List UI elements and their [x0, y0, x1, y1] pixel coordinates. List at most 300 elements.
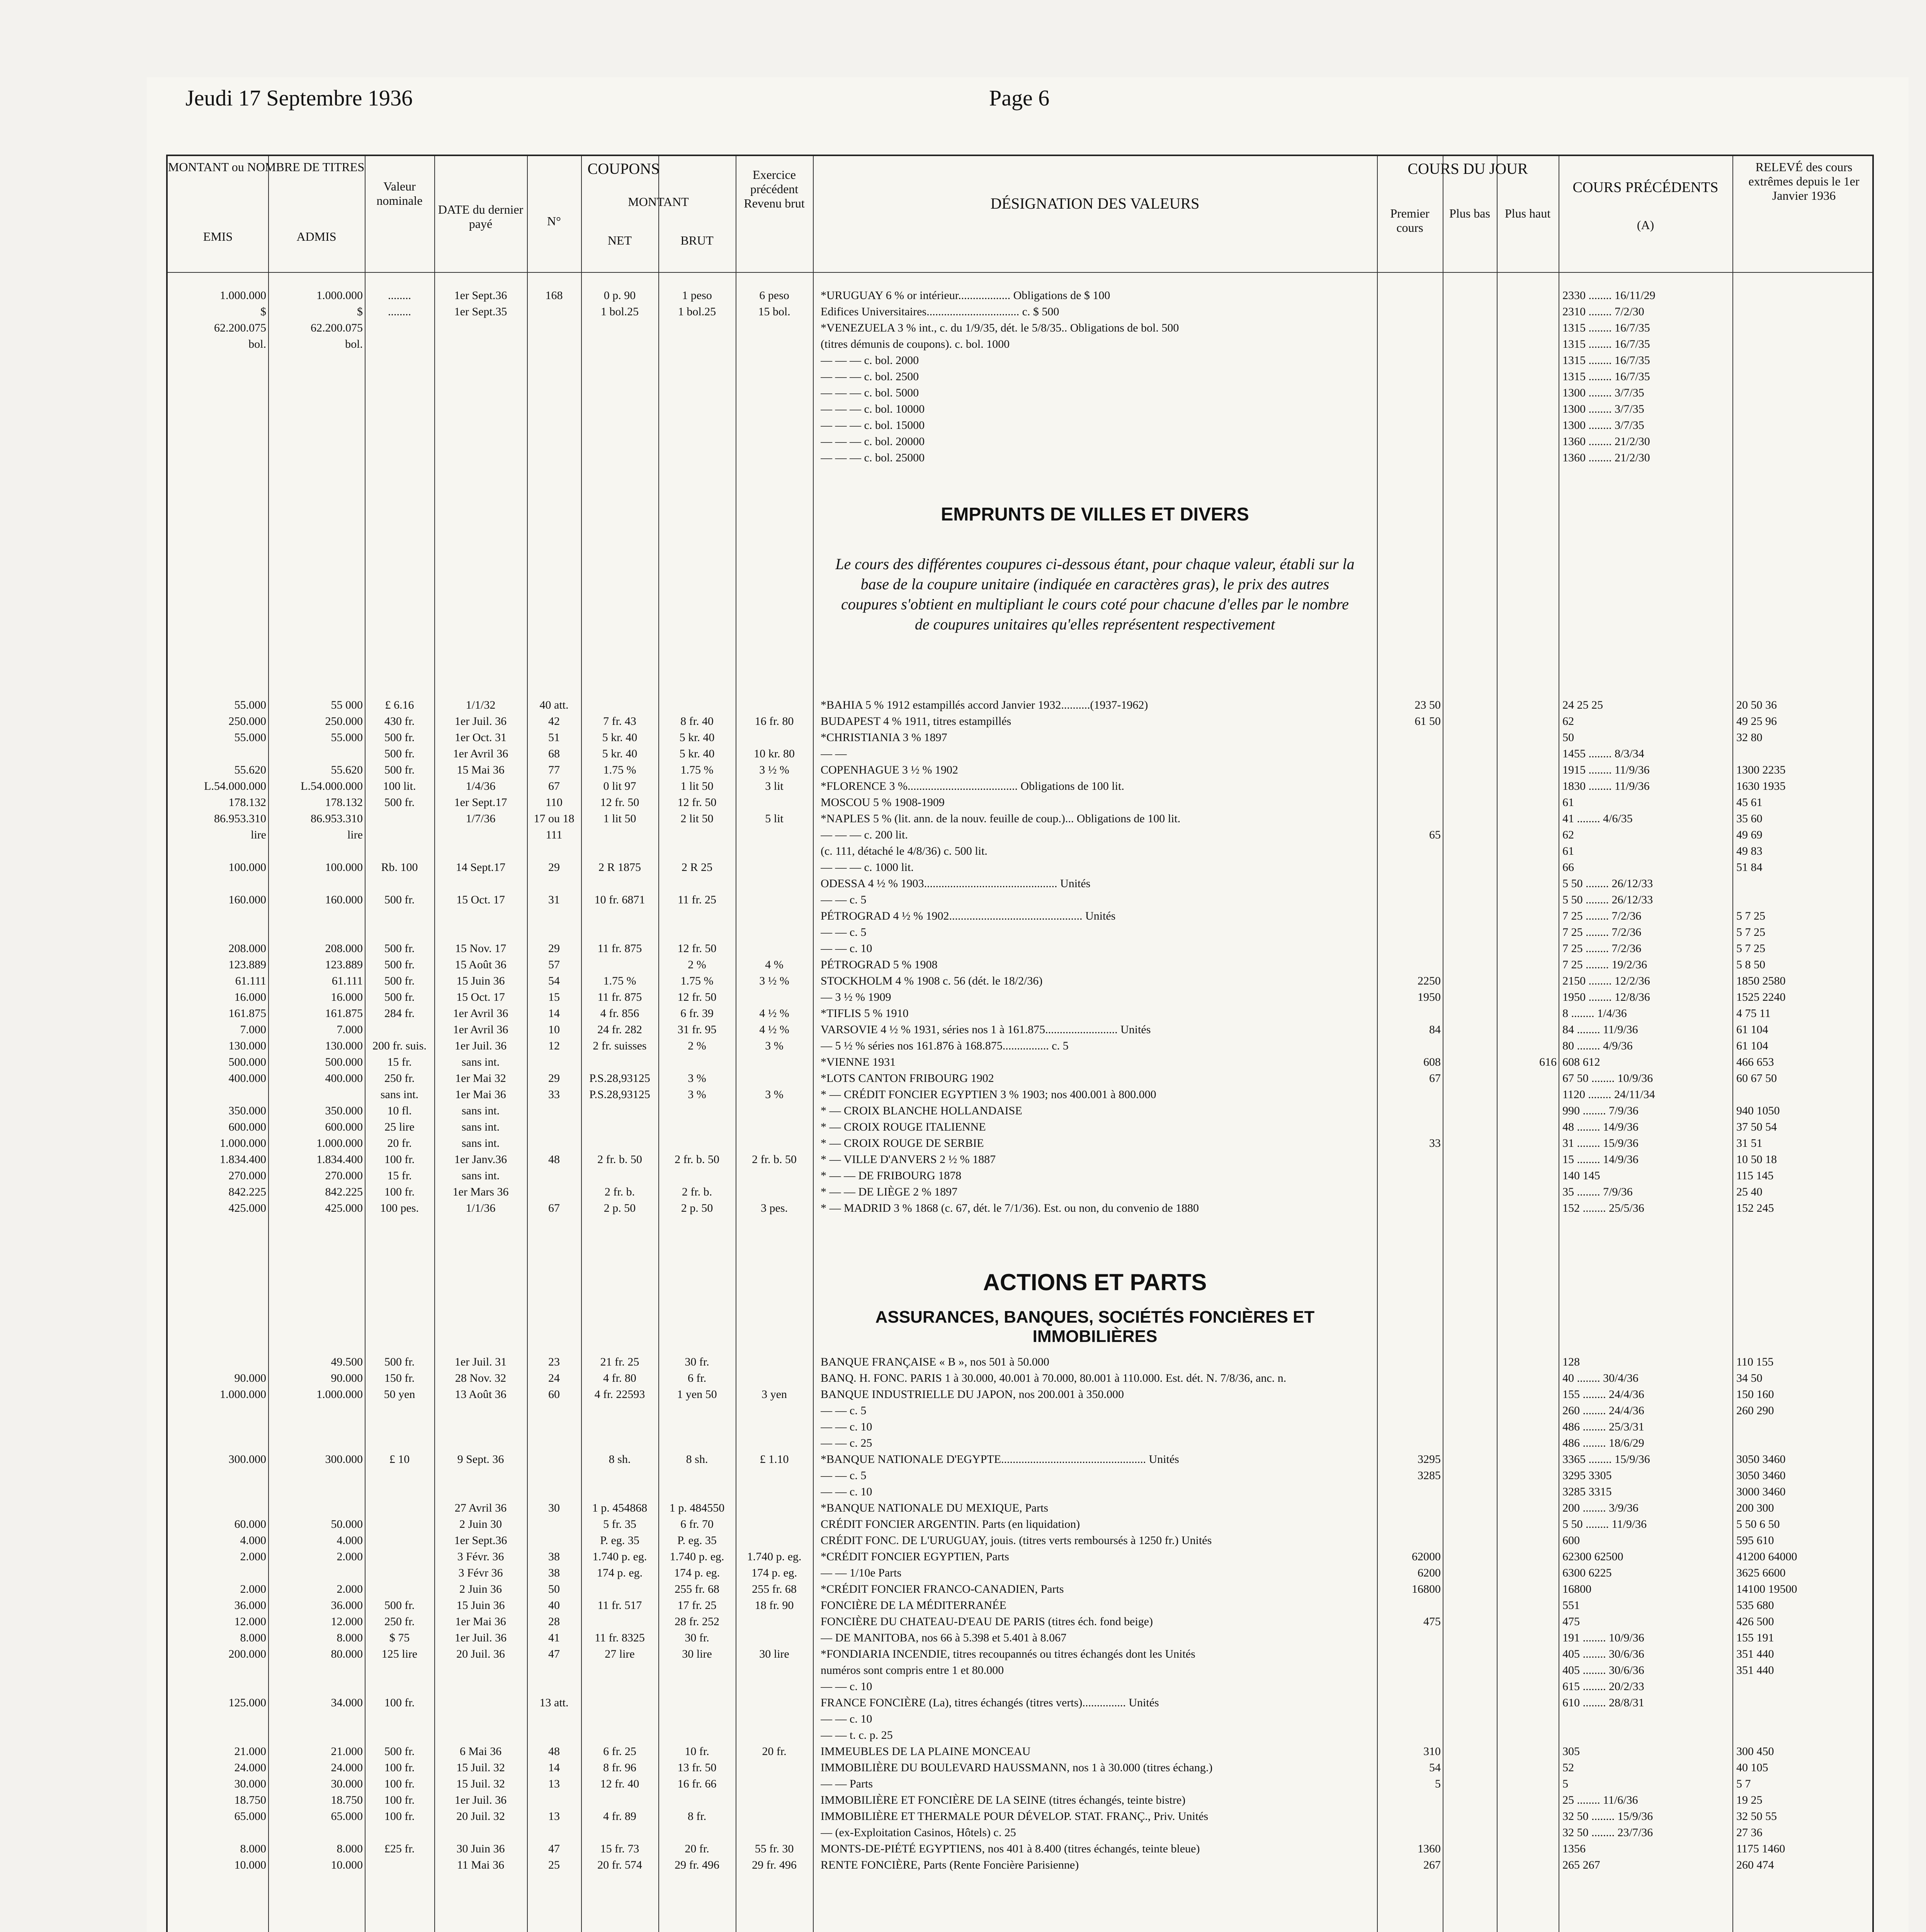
cell-prec: 15 ........ 14/9/36 — [1562, 1153, 1639, 1166]
cell-val: 500 fr. — [384, 731, 415, 744]
table-row — [168, 1451, 1875, 1468]
cell-date: 3 Févr. 36 — [457, 1550, 504, 1563]
cell-rel: 155 191 — [1736, 1631, 1774, 1644]
col-designation: DÉSIGNATION DES VALEURS — [990, 195, 1200, 212]
cell-emis: 250.000 — [228, 715, 266, 728]
cell-date: 1/7/36 — [466, 812, 496, 825]
cell-rel: 351 440 — [1736, 1664, 1774, 1677]
table-row — [168, 1679, 1875, 1695]
cell-date: 1er Oct. 31 — [454, 731, 507, 744]
section-emprunts — [168, 697, 1875, 1216]
cell-des: BANQ. H. FONC. PARIS 1 à 30.000, 40.001 à 70.000, 80.001 à 110.000. Est. dét. N. 7/8/36, anc. n. — [821, 1372, 1287, 1384]
cell-net: 7 fr. 43 — [603, 715, 636, 728]
cell-haut: 616 — [1539, 1056, 1557, 1068]
cell-net: 15 fr. 73 — [600, 1842, 639, 1855]
cell-net: 1 p. 454868 — [592, 1502, 648, 1514]
cell-brut: 5 kr. 40 — [679, 731, 715, 744]
cell-rel: 60 67 50 — [1736, 1072, 1777, 1085]
cell-des: numéros sont compris entre 1 et 80.000 — [821, 1664, 1004, 1677]
cell-des: — — c. 5 — [821, 1469, 867, 1482]
cell-brut: 17 fr. 25 — [677, 1599, 717, 1612]
cell-net: 6 fr. 25 — [603, 1745, 636, 1758]
cell-rel: 3000 3460 — [1736, 1485, 1786, 1498]
cell-net: 2 fr. suisses — [593, 1039, 647, 1052]
cell-admis: 55.000 — [331, 731, 363, 744]
cell-des: — — c. 10 — [821, 1420, 872, 1433]
cell-prec: 405 ........ 30/6/36 — [1562, 1664, 1644, 1677]
cell-des: — — c. 10 — [821, 942, 872, 955]
table-row — [168, 1516, 1875, 1532]
cell-val: 250 fr. — [384, 1615, 415, 1628]
cell-rel: 25 40 — [1736, 1185, 1763, 1198]
cell-date: 1er Juil. 36 — [454, 1794, 507, 1806]
table-row — [168, 1038, 1875, 1054]
cell-rel: 20 50 36 — [1736, 699, 1777, 711]
cell-prec: 265 267 — [1562, 1859, 1600, 1871]
table-row — [168, 713, 1875, 730]
col-cours-jour: COURS DU JOUR — [1408, 160, 1528, 177]
cell-emis: 62.200.075 — [214, 321, 266, 334]
cell-prec: 5 — [1562, 1777, 1568, 1790]
cell-admis: 1.000.000 — [316, 289, 363, 302]
cell-des: — — c. 5 — [821, 926, 867, 939]
cell-num: 51 — [548, 731, 560, 744]
table-row — [168, 1386, 1875, 1403]
cell-prec: 24 25 25 — [1562, 699, 1603, 711]
cell-des: PÉTROGRAD 5 % 1908 — [821, 958, 938, 971]
cell-rel: 49 69 — [1736, 828, 1763, 841]
cell-des: — — — c. bol. 15000 — [821, 419, 925, 432]
col-net: NET — [607, 233, 632, 247]
cell-ex: 3 ½ % — [759, 975, 789, 987]
cell-des: — — — c. bol. 2500 — [821, 370, 919, 383]
cell-admis: 65.000 — [331, 1810, 363, 1823]
cell-date: 15 Juil. 32 — [456, 1777, 505, 1790]
cell-ex: 4 % — [765, 958, 784, 971]
cell-admis: 24.000 — [331, 1761, 363, 1774]
cell-des: — — — c. bol. 20000 — [821, 435, 925, 448]
cell-des: IMMOBILIÈRE ET FONCIÈRE DE LA SEINE (titres échangés, teinte bistre) — [821, 1794, 1186, 1806]
cell-des: — — 1/10e Parts — [821, 1566, 902, 1579]
table-row — [168, 1419, 1875, 1435]
cell-des: *FLORENCE 3 %...................................... Obligations de 100 lit. — [821, 780, 1124, 793]
cell-admis: 270.000 — [325, 1169, 363, 1182]
cell-emis: 86.953.310 — [214, 812, 266, 825]
table-row — [168, 287, 1875, 304]
cell-date: 1/1/36 — [466, 1202, 496, 1214]
cell-prec: 1830 ........ 11/9/36 — [1562, 780, 1650, 793]
col-numero: N° — [547, 214, 561, 228]
table-row — [168, 1743, 1875, 1760]
cell-emis: 270.000 — [228, 1169, 266, 1182]
cell-num: 77 — [548, 764, 560, 776]
cell-admis: $ — [357, 305, 363, 318]
cell-des: COPENHAGUE 3 ½ % 1902 — [821, 764, 958, 776]
cell-emis: 21.000 — [234, 1745, 266, 1758]
cell-des: *BAHIA 5 % 1912 estampillés accord Janvier 1932..........(1937-1962) — [821, 699, 1148, 711]
section-title-actions: ACTIONS ET PARTS — [983, 1269, 1207, 1295]
cell-des: — — — c. 200 lit. — [821, 828, 908, 841]
table-row — [168, 1103, 1875, 1119]
cell-prec: 62 — [1562, 715, 1574, 728]
cell-num: 67 — [548, 1202, 560, 1214]
cell-admis: 49.500 — [331, 1355, 363, 1368]
cell-net: 8 sh. — [609, 1453, 631, 1466]
cell-emis: 500.000 — [228, 1056, 266, 1068]
cell-brut: 12 fr. 50 — [677, 991, 717, 1003]
cell-des: — — c. 10 — [821, 1713, 872, 1725]
cell-brut: 255 fr. 68 — [675, 1583, 719, 1595]
cell-ex: 1.740 p. eg. — [747, 1550, 802, 1563]
cell-des: * — CROIX ROUGE DE SERBIE — [821, 1137, 984, 1150]
cell-admis: 55.620 — [331, 764, 363, 776]
cell-ex: 3 % — [765, 1088, 784, 1101]
cell-num: 14 — [548, 1761, 560, 1774]
cell-prem: 3285 — [1418, 1469, 1441, 1482]
cell-prem: 67 — [1429, 1072, 1441, 1085]
cell-des: — — — [821, 747, 847, 760]
cell-emis: 400.000 — [228, 1072, 266, 1085]
cell-num: 10 — [548, 1023, 560, 1036]
cell-ex: 20 fr. — [762, 1745, 787, 1758]
cell-des: — — c. 10 — [821, 1485, 872, 1498]
cell-emis: 4.000 — [240, 1534, 266, 1547]
cell-prem: 61 50 — [1414, 715, 1441, 728]
cell-prec: 405 ........ 30/6/36 — [1562, 1648, 1644, 1660]
cell-emis: L.54.000.000 — [204, 780, 266, 793]
cell-prec: 61 — [1562, 845, 1574, 857]
cell-des: PÉTROGRAD 4 ½ % 1902.............................................. Unités — [821, 910, 1116, 922]
cell-num: 48 — [548, 1153, 560, 1166]
cell-val: 200 fr. suis. — [372, 1039, 427, 1052]
cell-val: 50 yen — [384, 1388, 415, 1401]
cell-val: ........ — [388, 305, 411, 318]
cell-num: 68 — [548, 747, 560, 760]
cell-prem: 1360 — [1418, 1842, 1441, 1855]
cell-net: 2 R 1875 — [598, 861, 641, 874]
cell-ex: 3 lit — [765, 780, 784, 793]
table-row — [168, 1354, 1875, 1370]
cell-brut: 2 % — [688, 1039, 706, 1052]
cell-admis: 86.953.310 — [311, 812, 363, 825]
cell-brut: 12 fr. 50 — [677, 796, 717, 809]
cell-prec: 155 ........ 24/4/36 — [1562, 1388, 1644, 1401]
cell-des: (titres démunis de coupons). c. bol. 1000 — [821, 338, 1010, 350]
cell-admis: 130.000 — [325, 1039, 363, 1052]
cell-prem: 1950 — [1418, 991, 1441, 1003]
cell-prec: 475 — [1562, 1615, 1580, 1628]
cell-val: 100 fr. — [384, 1810, 415, 1823]
cell-net: P.S.28,93125 — [589, 1088, 650, 1101]
cell-des: * — VILLE D'ANVERS 2 ½ % 1887 — [821, 1153, 996, 1166]
cell-rel: 10 50 18 — [1736, 1153, 1777, 1166]
cell-prec: 1360 ........ 21/2/30 — [1562, 435, 1650, 448]
cell-date: 1er Mai 36 — [455, 1088, 506, 1101]
cell-num: 31 — [548, 893, 560, 906]
table-row — [168, 1119, 1875, 1135]
cell-prec: 2310 ........ 7/2/30 — [1562, 305, 1644, 318]
cell-net: 1.740 p. eg. — [592, 1550, 647, 1563]
cell-prec: 50 — [1562, 731, 1574, 744]
cell-prem: 3295 — [1418, 1453, 1441, 1466]
cell-val: 100 fr. — [384, 1185, 415, 1198]
table-row — [168, 369, 1875, 385]
col-premier: Premier cours — [1390, 206, 1430, 235]
cell-date: 1er Sept.36 — [454, 289, 507, 302]
cell-val: 284 fr. — [384, 1007, 415, 1020]
table-row — [168, 1597, 1875, 1614]
cell-ex: 18 fr. 90 — [755, 1599, 794, 1612]
table-row — [168, 1614, 1875, 1630]
cell-net: 4 fr. 80 — [603, 1372, 636, 1384]
cell-emis: 600.000 — [228, 1121, 266, 1133]
cell-ex: 3 ½ % — [759, 764, 789, 776]
cell-des: — — — c. 1000 lit. — [821, 861, 914, 874]
cell-brut: 30 fr. — [685, 1355, 709, 1368]
cell-prec: 5 50 ........ 26/12/33 — [1562, 893, 1653, 906]
cell-date: 28 Nov. 32 — [455, 1372, 507, 1384]
table-row — [168, 1435, 1875, 1451]
cell-des: VARSOVIE 4 ½ % 1931, séries nos 1 à 161.875......................... Unités — [821, 1023, 1151, 1036]
cell-prec: 32 50 ........ 23/7/36 — [1562, 1826, 1653, 1839]
cell-net: 11 fr. 875 — [597, 942, 642, 955]
col-admis: ADMIS — [296, 230, 337, 243]
cell-ex: 174 p. eg. — [751, 1566, 797, 1579]
table-row — [168, 892, 1875, 908]
cell-brut: 1 peso — [682, 289, 712, 302]
cell-prem: 608 — [1423, 1056, 1441, 1068]
cell-admis: 30.000 — [331, 1777, 363, 1790]
cell-num: 47 — [548, 1842, 560, 1855]
cell-brut: 1.740 p. eg. — [670, 1550, 724, 1563]
cell-ex: 4 ½ % — [759, 1007, 789, 1020]
cell-emis: 60.000 — [234, 1518, 266, 1531]
cell-ex: 6 peso — [759, 289, 789, 302]
cell-prem: 16800 — [1412, 1583, 1441, 1595]
section-title-emprunts: EMPRUNTS DE VILLES ET DIVERS — [941, 504, 1249, 525]
cell-emis: 24.000 — [234, 1761, 266, 1774]
table-row — [168, 1135, 1875, 1151]
cell-num: 40 — [548, 1599, 560, 1612]
cell-prec: 1300 ........ 3/7/35 — [1562, 403, 1644, 415]
cell-num: 15 — [548, 991, 560, 1003]
cell-val: 500 fr. — [384, 1745, 415, 1758]
cell-rel: 37 50 54 — [1736, 1121, 1777, 1133]
table-row — [168, 1565, 1875, 1581]
cell-num: 42 — [548, 715, 560, 728]
cell-num: 57 — [548, 958, 560, 971]
cell-ex: 55 fr. 30 — [755, 1842, 794, 1855]
cell-num: 14 — [548, 1007, 560, 1020]
cell-admis: 18.750 — [331, 1794, 363, 1806]
cell-admis: 842.225 — [325, 1185, 363, 1198]
table-row — [168, 1184, 1875, 1200]
cell-brut: 12 fr. 50 — [677, 942, 717, 955]
col-date: DATE du dernier payé — [438, 202, 524, 231]
cell-emis: lire — [251, 828, 266, 841]
cell-net: 174 p. eg. — [597, 1566, 643, 1579]
cell-prec: 3365 ........ 15/9/36 — [1562, 1453, 1650, 1466]
cell-brut: 8 sh. — [686, 1453, 708, 1466]
cell-brut: 8 fr. — [687, 1810, 707, 1823]
cell-prec: 52 — [1562, 1761, 1574, 1774]
cell-prec: 16800 — [1562, 1583, 1591, 1595]
cell-brut: 16 fr. 66 — [677, 1777, 717, 1790]
cell-des: STOCKHOLM 4 % 1908 c. 56 (dét. le 18/2/36) — [821, 975, 1043, 987]
cell-brut: 31 fr. 95 — [677, 1023, 717, 1036]
cell-des: — — — c. bol. 10000 — [821, 403, 925, 415]
cell-des: — 3 ½ % 1909 — [821, 991, 891, 1003]
cell-prec: 48 ........ 14/9/36 — [1562, 1121, 1639, 1133]
cell-des: * — MADRID 3 % 1868 (c. 67, dét. le 7/1/36). Est. ou non, du convenio de 1880 — [821, 1202, 1199, 1214]
cell-num: 29 — [548, 942, 560, 955]
cell-net: 12 fr. 50 — [600, 796, 639, 809]
cell-rel: 61 104 — [1736, 1039, 1768, 1052]
cell-val: 500 fr. — [384, 942, 415, 955]
cell-num: 41 — [548, 1631, 560, 1644]
cell-net: 1.75 % — [603, 764, 636, 776]
cell-val: 100 fr. — [384, 1153, 415, 1166]
cell-emis: 125.000 — [228, 1696, 266, 1709]
cell-rel: 5 8 50 — [1736, 958, 1765, 971]
cell-num: 13 — [548, 1777, 560, 1790]
cell-admis: 208.000 — [325, 942, 363, 955]
cell-admis: 350.000 — [325, 1104, 363, 1117]
cell-net: 1 bol.25 — [600, 305, 639, 318]
cell-val: 125 lire — [381, 1648, 418, 1660]
cell-num: 110 — [546, 796, 563, 809]
cell-des: *FONDIARIA INCENDIE, titres recoupannés ou titres échangés dont les Unités — [821, 1648, 1195, 1660]
table-row — [168, 827, 1875, 843]
cell-admis: 80.000 — [331, 1648, 363, 1660]
table-row — [168, 1500, 1875, 1516]
cell-num: 23 — [548, 1355, 560, 1368]
cell-admis: 1.000.000 — [316, 1137, 363, 1150]
cell-date: 15 Juin 36 — [456, 975, 505, 987]
cell-des: FRANCE FONCIÈRE (La), titres échangés (titres verts)............... Unités — [821, 1696, 1159, 1709]
col-valeur: Valeur nominale — [376, 179, 423, 207]
cell-date: 30 Juin 36 — [456, 1842, 505, 1855]
cell-prec: 5 50 ........ 26/12/33 — [1562, 877, 1653, 890]
cell-prec: 5 50 ........ 11/9/36 — [1562, 1518, 1647, 1531]
cell-des: — — — c. bol. 5000 — [821, 386, 919, 399]
cell-date: 1er Mai 32 — [455, 1072, 506, 1085]
cell-val: 20 fr. — [387, 1137, 412, 1150]
cell-des: * — CRÉDIT FONCIER EGYPTIEN 3 % 1903; nos 400.001 à 800.000 — [821, 1088, 1156, 1101]
cell-date: 1er Mai 36 — [455, 1615, 506, 1628]
cell-des: CRÉDIT FONC. DE L'URUGUAY, jouis. (titres verts remboursés à 1250 fr.) Unités — [821, 1534, 1212, 1547]
cell-net: 0 p. 90 — [603, 289, 636, 302]
cell-emis: 65.000 — [234, 1810, 266, 1823]
table-row — [168, 417, 1875, 434]
cell-admis: 600.000 — [325, 1121, 363, 1133]
cell-date: 1er Mars 36 — [452, 1185, 509, 1198]
cell-date: 9 Sept. 36 — [457, 1453, 504, 1466]
cell-brut: 1.75 % — [680, 975, 714, 987]
cell-des: IMMOBILIÈRE ET THERMALE POUR DÉVELOP. STAT. FRANÇ., Priv. Unités — [821, 1810, 1209, 1823]
table-row — [168, 1662, 1875, 1679]
cell-rel: 3050 3460 — [1736, 1453, 1786, 1466]
cell-emis: 2.000 — [240, 1583, 266, 1595]
table-row — [168, 989, 1875, 1005]
cell-des: RENTE FONCIÈRE, Parts (Rente Foncière Parisienne) — [821, 1859, 1079, 1871]
cell-ex: 16 fr. 80 — [755, 715, 794, 728]
table-row — [168, 843, 1875, 859]
cell-brut: 5 kr. 40 — [679, 747, 715, 760]
table-row — [168, 1532, 1875, 1549]
cell-num: 38 — [548, 1550, 560, 1563]
cell-rel: 14100 19500 — [1736, 1583, 1797, 1595]
cell-date: 1er Sept.17 — [454, 796, 507, 809]
cell-rel: 5 7 25 — [1736, 942, 1765, 955]
section-assurances — [168, 1354, 1875, 1873]
table-row — [168, 1646, 1875, 1662]
cell-num: 13 att. — [539, 1696, 569, 1709]
table-row — [168, 1695, 1875, 1711]
cell-admis: 7.000 — [337, 1023, 363, 1036]
section-obligations — [168, 287, 1875, 466]
cell-admis: 160.000 — [325, 893, 363, 906]
cell-date: 2 Juin 36 — [459, 1583, 502, 1595]
cell-admis: 61.111 — [331, 975, 363, 987]
col-emis: EMIS — [203, 230, 233, 243]
cell-brut: 1 bol.25 — [678, 305, 716, 318]
cell-admis: 4.000 — [337, 1534, 363, 1547]
cell-date: 1er Avril 36 — [453, 1007, 508, 1020]
cell-emis: 7.000 — [240, 1023, 266, 1036]
cell-des: MOSCOU 5 % 1908-1909 — [821, 796, 945, 809]
cell-rel: 110 155 — [1736, 1355, 1774, 1368]
table-row — [168, 1070, 1875, 1087]
cell-rel: 1525 2240 — [1736, 991, 1786, 1003]
cell-rel: 5 50 6 50 — [1736, 1518, 1780, 1531]
cell-net: 27 lire — [605, 1648, 635, 1660]
cell-rel: 45 61 — [1736, 796, 1763, 809]
cell-date: sans int. — [461, 1121, 500, 1133]
cell-net: 4 fr. 22593 — [594, 1388, 645, 1401]
cell-emis: 1.000.000 — [220, 1388, 266, 1401]
cell-net: 20 fr. 574 — [597, 1859, 642, 1871]
cell-des: * — CROIX BLANCHE HOLLANDAISE — [821, 1104, 1022, 1117]
cell-val: £ 6.16 — [385, 699, 414, 711]
table-row — [168, 1630, 1875, 1646]
cell-admis: 1.000.000 — [316, 1388, 363, 1401]
header-rule — [168, 272, 1872, 273]
cell-rel: 940 1050 — [1736, 1104, 1780, 1117]
table-row — [168, 1841, 1875, 1857]
cell-date: 1er Juil. 31 — [454, 1355, 507, 1368]
cell-brut: 6 fr. 39 — [680, 1007, 714, 1020]
cell-rel: 351 440 — [1736, 1648, 1774, 1660]
cell-brut: 2 lit 50 — [680, 812, 714, 825]
cell-val: sans int. — [380, 1088, 419, 1101]
cell-emis: 200.000 — [228, 1648, 266, 1660]
cell-des: — — — c. bol. 25000 — [821, 451, 925, 464]
cell-emis: 842.225 — [228, 1185, 266, 1198]
cell-date: 15 Oct. 17 — [456, 991, 505, 1003]
cell-prec: 1315 ........ 16/7/35 — [1562, 338, 1650, 350]
cell-prem: 5 — [1435, 1777, 1441, 1790]
cell-date: 1er Sept.35 — [454, 305, 507, 318]
cell-date: sans int. — [461, 1169, 500, 1182]
cell-admis: 300.000 — [325, 1453, 363, 1466]
table-row — [168, 908, 1875, 924]
cell-emis: bol. — [248, 338, 266, 350]
cell-val: 100 fr. — [384, 1777, 415, 1790]
cell-num: 13 — [548, 1810, 560, 1823]
cell-net: 10 fr. 6871 — [594, 893, 645, 906]
cell-date: 14 Sept.17 — [456, 861, 506, 874]
